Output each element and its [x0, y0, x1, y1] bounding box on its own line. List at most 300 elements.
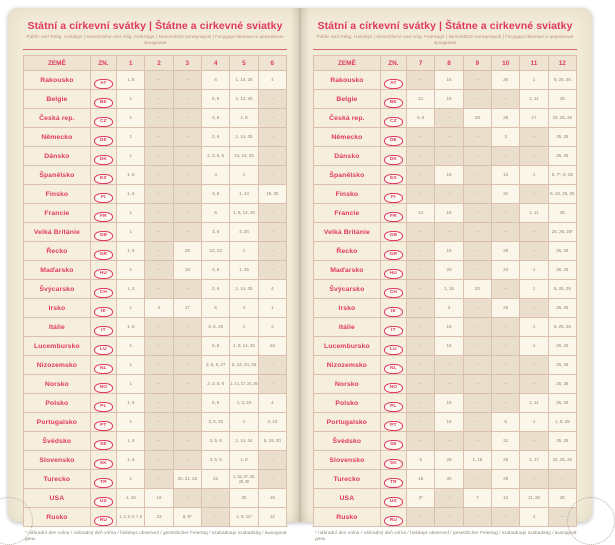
holiday-cell: 1	[117, 337, 145, 356]
holiday-cell: 15	[435, 242, 463, 261]
table-row	[314, 318, 577, 337]
holiday-cell: –	[491, 204, 519, 223]
country-code-badge: RU	[94, 516, 113, 526]
country-name: Lucembursko	[314, 337, 381, 356]
holiday-cell: 1, 8	[230, 451, 258, 470]
holiday-cell: 14, 24, 25	[230, 147, 258, 166]
holiday-cell: –	[435, 375, 463, 394]
country-code-cell	[90, 261, 116, 280]
holiday-cell: 25, 26, 28*	[548, 223, 576, 242]
holiday-cell: 5, 6, 25	[201, 318, 229, 337]
table-row	[24, 451, 287, 470]
table-row	[314, 166, 577, 185]
table-row	[314, 432, 577, 451]
country-code-cell	[380, 489, 406, 508]
holiday-cell: 2, 3, 5, 6	[201, 147, 229, 166]
country-name: USA	[314, 489, 381, 508]
holiday-cell: 23	[145, 508, 173, 527]
country-code-badge: AT	[384, 79, 403, 89]
country-name: Norsko	[314, 375, 381, 394]
header-row	[24, 56, 287, 71]
holiday-cell: 19, 20	[258, 185, 286, 204]
holiday-cell: 19	[258, 489, 286, 508]
country-name: Švýcarsko	[314, 280, 381, 299]
holiday-cell: –	[407, 147, 435, 166]
holiday-cell: 25	[173, 242, 201, 261]
country-code-cell	[380, 299, 406, 318]
holiday-cell: 1	[117, 375, 145, 394]
table-row	[314, 128, 577, 147]
table-row	[24, 242, 287, 261]
country-name: Velká Británie	[24, 223, 91, 242]
country-name: Polsko	[314, 394, 381, 413]
holiday-cell: 3, 6	[201, 261, 229, 280]
holiday-cell: –	[463, 413, 491, 432]
holiday-cell: –	[201, 489, 229, 508]
holiday-cell: 3	[435, 299, 463, 318]
holiday-cell: 3, 6	[201, 128, 229, 147]
country-code-badge: NL	[94, 364, 113, 374]
country-name: Rakousko	[314, 71, 381, 90]
table-row	[24, 413, 287, 432]
holiday-cell: –	[145, 337, 173, 356]
holiday-cell: 1, 9, 14, 25	[230, 337, 258, 356]
holiday-cell: 1, 6	[117, 185, 145, 204]
holiday-cell: 4, 10	[258, 413, 286, 432]
holiday-cell: 17	[173, 299, 201, 318]
holiday-cell: 25, 26	[548, 337, 576, 356]
country-code-cell	[90, 109, 116, 128]
country-code-cell	[90, 242, 116, 261]
holiday-cell: 1, 14, 17, 24, 25	[230, 375, 258, 394]
country-name: Belgie	[314, 90, 381, 109]
holiday-cell: –	[173, 375, 201, 394]
month-column-header: 11	[520, 56, 548, 71]
holiday-cell: 1, 6	[117, 432, 145, 451]
holiday-cell: –	[407, 432, 435, 451]
table-row	[24, 166, 287, 185]
holiday-cell: 1, 6	[117, 242, 145, 261]
holiday-cell: –	[258, 261, 286, 280]
holiday-cell: –	[145, 280, 173, 299]
table-row	[314, 413, 577, 432]
country-name: Irsko	[24, 299, 91, 318]
holiday-cell: –	[145, 375, 173, 394]
holiday-cell: 8, 25, 26	[548, 71, 576, 90]
holiday-cell: –	[463, 223, 491, 242]
holiday-cell: 1, 8, 25	[548, 413, 576, 432]
holiday-cell: 25, 26	[548, 261, 576, 280]
holiday-cell: –	[173, 166, 201, 185]
holiday-cell: –	[491, 375, 519, 394]
country-code-cell	[90, 356, 116, 375]
table-row	[24, 71, 287, 90]
holiday-cell: 1, 15	[435, 280, 463, 299]
country-name: Francie	[314, 204, 381, 223]
holiday-cell: –	[435, 432, 463, 451]
holiday-cell: 28	[491, 109, 519, 128]
holiday-cell: 1, 11	[520, 90, 548, 109]
month-column-header: 2	[145, 56, 173, 71]
table-row	[24, 147, 287, 166]
holiday-cell: –	[491, 337, 519, 356]
holiday-cell: –	[173, 394, 201, 413]
country-name: Španělsko	[24, 166, 91, 185]
holiday-cell: –	[463, 470, 491, 489]
country-name: Itálie	[314, 318, 381, 337]
holiday-cell: 1, 3, 24	[230, 394, 258, 413]
holiday-cell: –	[258, 109, 286, 128]
holiday-cell: –	[145, 356, 173, 375]
country-code-cell	[90, 375, 116, 394]
holiday-cell: 25	[548, 90, 576, 109]
country-code-cell	[380, 147, 406, 166]
holiday-cell: –	[407, 185, 435, 204]
footnote: * náhradní den volna / náhradný deň voľna / holidays observed / gesetzlicher Feiertag / szabadnapi szabadság / выходной день	[315, 530, 577, 541]
holiday-cell: 1, 2	[117, 280, 145, 299]
page-subtitle: Public and Relig. Holidays | Gesetzliche und relig. Feiertage | Nemzetközi ünnepnapok | Государственные и церковные праздники	[316, 34, 574, 45]
holiday-cell: –	[173, 489, 201, 508]
table-row	[314, 242, 577, 261]
country-code-badge: US	[384, 497, 403, 507]
table-row	[314, 71, 577, 90]
holiday-cell: –	[173, 280, 201, 299]
holiday-cell: –	[407, 318, 435, 337]
country-code-badge: SE	[94, 440, 113, 450]
holiday-cell: 12	[491, 166, 519, 185]
country-name: Švédsko	[314, 432, 381, 451]
holiday-cell: 25, 26	[548, 147, 576, 166]
holiday-cell: –	[145, 413, 173, 432]
holiday-cell: 1	[117, 90, 145, 109]
holiday-cell: 1, 11	[520, 394, 548, 413]
holiday-cell: 1	[520, 71, 548, 90]
country-code-cell	[90, 204, 116, 223]
holiday-cell: 15	[435, 318, 463, 337]
holiday-cell: 1	[230, 242, 258, 261]
holiday-cell: 5, 6	[201, 90, 229, 109]
country-code-badge: IE	[94, 307, 113, 317]
country-name: Rakousko	[24, 71, 91, 90]
holiday-cell: –	[258, 451, 286, 470]
table-row	[24, 508, 287, 527]
country-code-badge: BE	[94, 98, 113, 108]
country-code-cell	[90, 90, 116, 109]
holiday-cell: –	[520, 185, 548, 204]
country-code-cell	[90, 166, 116, 185]
holiday-cell: 8, 25, 26	[548, 318, 576, 337]
holiday-cell: 3, 5, 6, 27	[201, 356, 229, 375]
holiday-cell: 1, 6	[117, 318, 145, 337]
holiday-cell: 1	[520, 261, 548, 280]
holiday-cell: 25, 26	[548, 375, 576, 394]
holiday-cell: 6, 7*, 8, 25	[548, 166, 576, 185]
country-name: Irsko	[314, 299, 381, 318]
country-code-badge: US	[94, 497, 113, 507]
holiday-cell: 12	[258, 508, 286, 527]
holiday-cell: –	[463, 166, 491, 185]
country-name: Belgie	[24, 90, 91, 109]
holiday-cell: 20, 21, 22	[173, 470, 201, 489]
holiday-cell: –	[520, 242, 548, 261]
perforation-arc-right	[567, 497, 615, 545]
holiday-cell: 26	[491, 71, 519, 90]
holiday-cell: 10, 13	[201, 242, 229, 261]
table-row	[314, 299, 577, 318]
holiday-cell: –	[491, 280, 519, 299]
country-name: Řecko	[24, 242, 91, 261]
country-code-cell	[90, 185, 116, 204]
holiday-cell: –	[491, 394, 519, 413]
holiday-cell: –	[407, 375, 435, 394]
country-name: Řecko	[314, 242, 381, 261]
country-code-badge: FR	[384, 212, 403, 222]
holiday-cell: 26	[491, 299, 519, 318]
table-row	[24, 356, 287, 375]
table-row	[314, 280, 577, 299]
holiday-cell: 15	[173, 261, 201, 280]
table-row	[314, 337, 577, 356]
country-name: Francie	[24, 204, 91, 223]
holiday-cell: 1, 14, 25	[230, 90, 258, 109]
country-name: Norsko	[24, 375, 91, 394]
holiday-cell: 3, 5, 6	[201, 432, 229, 451]
country-code-cell	[380, 508, 406, 527]
holiday-cell: 15	[435, 166, 463, 185]
holiday-cell: –	[463, 185, 491, 204]
holiday-cell: –	[145, 451, 173, 470]
country-code-cell	[380, 470, 406, 489]
country-name: Německo	[24, 128, 91, 147]
holiday-cell: 14	[407, 204, 435, 223]
holiday-cell: 25, 26	[548, 356, 576, 375]
holiday-cell: 3, 6	[201, 280, 229, 299]
country-name: Finsko	[24, 185, 91, 204]
country-name: Slovensko	[24, 451, 91, 470]
country-name: Velká Británie	[314, 223, 381, 242]
holiday-cell: 1, 14	[230, 185, 258, 204]
country-code-badge: NL	[384, 364, 403, 374]
holiday-cell: –	[491, 508, 519, 527]
holiday-cell: –	[407, 508, 435, 527]
country-code-cell	[90, 299, 116, 318]
country-name: Turecko	[24, 470, 91, 489]
holiday-cell: 2	[258, 318, 286, 337]
holiday-cell: –	[491, 147, 519, 166]
holiday-cell: –	[407, 337, 435, 356]
holiday-cell: –	[145, 242, 173, 261]
holiday-cell: 15	[435, 204, 463, 223]
holiday-cell: –	[407, 299, 435, 318]
holiday-cell: 24, 25, 26	[548, 109, 576, 128]
holiday-cell: –	[201, 508, 229, 527]
holiday-cell: 1, 8	[230, 109, 258, 128]
country-code-cell	[380, 185, 406, 204]
holiday-cell: 3, 6	[201, 109, 229, 128]
holiday-cell: 15	[435, 394, 463, 413]
holiday-cell: –	[463, 337, 491, 356]
holiday-cell: 4	[230, 299, 258, 318]
holiday-cell: 2, 3, 5, 6	[201, 375, 229, 394]
country-code-cell	[380, 413, 406, 432]
holiday-cell: –	[258, 356, 286, 375]
country-code-cell	[380, 261, 406, 280]
holiday-cell: –	[463, 375, 491, 394]
holiday-cell: –	[548, 470, 576, 489]
country-code-badge: LU	[384, 345, 403, 355]
table-row	[24, 394, 287, 413]
holiday-cell: 6	[201, 204, 229, 223]
holiday-cell: 1, 6	[117, 451, 145, 470]
holiday-cell: –	[520, 147, 548, 166]
holiday-cell: –	[407, 166, 435, 185]
holiday-cell: 31	[491, 185, 519, 204]
holiday-cell: 4	[520, 508, 548, 527]
holiday-cell: 11, 26	[520, 489, 548, 508]
holiday-cell: 1, 14, 25	[230, 71, 258, 90]
holiday-cell: –	[407, 356, 435, 375]
country-code-badge: CH	[384, 288, 403, 298]
country-name: Německo	[314, 128, 381, 147]
holiday-cell: 31	[491, 432, 519, 451]
holiday-cell: 1, 17	[520, 451, 548, 470]
holiday-cell: 25, 26	[548, 128, 576, 147]
month-column-header: 8	[435, 56, 463, 71]
holiday-cell: 6, 24, 25, 26	[548, 185, 576, 204]
country-code-badge: DE	[94, 136, 113, 146]
holiday-cell: –	[173, 337, 201, 356]
country-code-badge: SE	[384, 440, 403, 450]
country-code-cell	[380, 166, 406, 185]
country-code-badge: DK	[94, 155, 113, 165]
holiday-cell: –	[407, 128, 435, 147]
holiday-cell: –	[145, 71, 173, 90]
country-code-badge: LU	[94, 345, 113, 355]
country-code-cell	[380, 223, 406, 242]
country-name: USA	[24, 489, 91, 508]
country-code-cell	[90, 394, 116, 413]
holiday-cell: 2	[145, 299, 173, 318]
holiday-cell: –	[258, 166, 286, 185]
country-code-badge: DK	[384, 155, 403, 165]
holiday-cell: –	[435, 489, 463, 508]
holiday-cell: –	[258, 204, 286, 223]
holiday-cell: –	[173, 223, 201, 242]
holiday-cell: 15	[435, 337, 463, 356]
holiday-cell: –	[463, 128, 491, 147]
month-column-header: 12	[548, 56, 576, 71]
table-row	[24, 337, 287, 356]
country-name: Itálie	[24, 318, 91, 337]
country-name: Portugalsko	[314, 413, 381, 432]
holiday-cell: 1	[117, 147, 145, 166]
country-code-cell	[90, 223, 116, 242]
holiday-cell: 20	[435, 261, 463, 280]
holiday-cell: 23	[491, 261, 519, 280]
holiday-cell: 1, 15	[463, 451, 491, 470]
country-code-badge: NO	[94, 383, 113, 393]
header-row	[314, 56, 577, 71]
country-code-badge: SK	[384, 459, 403, 469]
holiday-cell: –	[407, 413, 435, 432]
country-code-cell	[90, 508, 116, 527]
holiday-cell: –	[491, 318, 519, 337]
holiday-cell: 1	[520, 280, 548, 299]
header-rule	[313, 49, 577, 50]
holiday-cell: 5	[407, 451, 435, 470]
table-row	[314, 470, 577, 489]
holiday-cell: –	[407, 71, 435, 90]
holiday-cell: –	[463, 242, 491, 261]
holiday-cell: 4, 25	[230, 223, 258, 242]
holiday-cell: 3, 5, 25	[201, 413, 229, 432]
country-code-cell	[90, 432, 116, 451]
table-row	[24, 470, 287, 489]
country-code-badge: FR	[94, 212, 113, 222]
holiday-cell: 1, 8, 14, 25	[230, 204, 258, 223]
country-code-cell	[90, 470, 116, 489]
holiday-cell: 5, 6	[201, 394, 229, 413]
holiday-cell: 6, 19, 20	[258, 432, 286, 451]
holiday-cell: –	[463, 90, 491, 109]
holiday-cell: –	[173, 432, 201, 451]
country-code-badge: IT	[94, 326, 113, 336]
holiday-cell: –	[435, 223, 463, 242]
holiday-cell: –	[258, 128, 286, 147]
holiday-cell: 1, 9, 11*	[230, 508, 258, 527]
country-name: Španělsko	[314, 166, 381, 185]
holiday-cell: 1, 25	[230, 261, 258, 280]
country-code-badge: NO	[384, 383, 403, 393]
country-code-badge: AT	[94, 79, 113, 89]
country-code-cell	[380, 394, 406, 413]
holiday-cell: –	[435, 128, 463, 147]
holidays-table-right	[313, 55, 577, 527]
holiday-cell: –	[258, 470, 286, 489]
country-code-badge: PL	[94, 402, 113, 412]
country-name: Česká rep.	[314, 109, 381, 128]
holiday-cell: –	[258, 90, 286, 109]
country-code-cell	[90, 451, 116, 470]
holiday-cell: 25	[230, 489, 258, 508]
holiday-cell: –	[520, 356, 548, 375]
page-title: Státní a církevní svátky | Štátne a cirkevné sviatky	[317, 20, 573, 32]
holiday-cell: 24, 25, 26	[548, 451, 576, 470]
holiday-cell: –	[463, 432, 491, 451]
holiday-cell: –	[491, 356, 519, 375]
table-row	[314, 508, 577, 527]
country-code-cell	[380, 71, 406, 90]
country-code-badge: SK	[94, 459, 113, 469]
table-row	[314, 489, 577, 508]
holiday-cell: 3, 6	[201, 223, 229, 242]
holiday-cell: 1	[230, 166, 258, 185]
holiday-cell: –	[435, 147, 463, 166]
holiday-cell: 21	[407, 90, 435, 109]
holiday-cell: 29	[491, 470, 519, 489]
holiday-cell: –	[173, 204, 201, 223]
holiday-cell: –	[407, 242, 435, 261]
holiday-cell: 5	[491, 413, 519, 432]
holiday-cell: –	[491, 223, 519, 242]
holiday-cell: 1, 14, 25	[230, 280, 258, 299]
holiday-cell: 4	[258, 394, 286, 413]
holiday-cell: 15	[435, 90, 463, 109]
holiday-cell: 23	[258, 337, 286, 356]
country-name: Švýcarsko	[24, 280, 91, 299]
holiday-cell: 6	[201, 71, 229, 90]
country-code-cell	[90, 71, 116, 90]
